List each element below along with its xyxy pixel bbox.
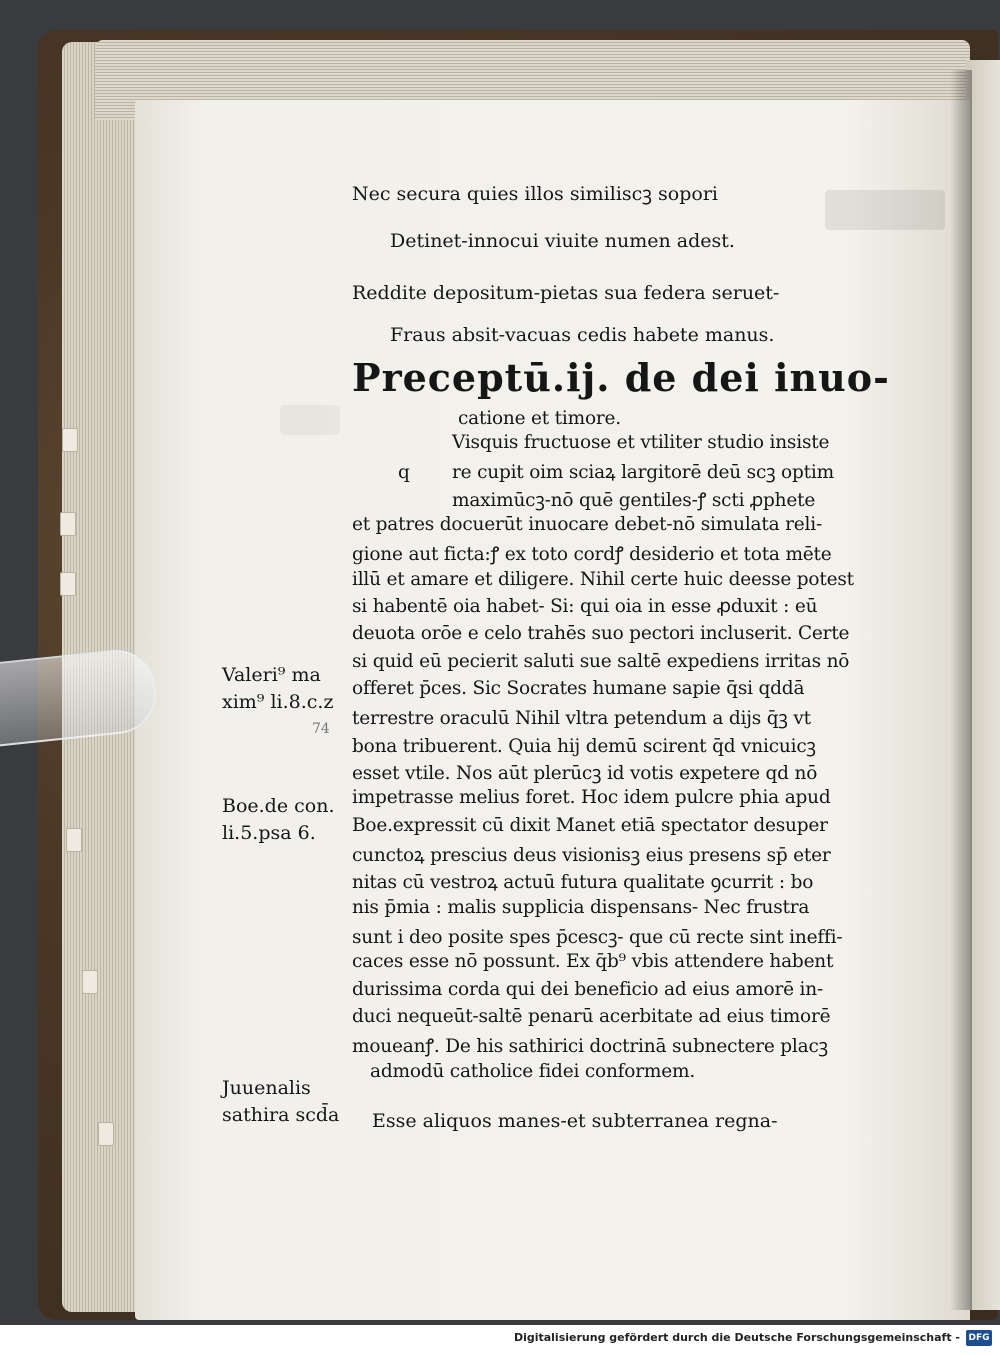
body-line: nis p̄mia : malis supplicia dispensans- Nec frustra <box>352 897 810 918</box>
body-line: si quid eū pecierit saluti sue saltē expediens irritas nō <box>352 651 850 672</box>
body-line: impetrasse melius foret. Hoc idem pulcre phia apud <box>352 787 831 808</box>
margin-note-valerius-sub: 74 <box>312 721 330 737</box>
index-tab[interactable] <box>98 1122 114 1146</box>
footer-bar <box>0 1325 1000 1355</box>
gutter-shadow <box>950 70 972 1310</box>
body-line: caces esse nō possunt. Ex q̄b⁹ vbis attendere habent <box>352 951 834 972</box>
body-line: gione aut ficta:ꝭ ex toto cordꝭ desiderio et tota mēte <box>352 544 832 565</box>
body-line: esset vtile. Nos aūt plerūcꝫ id votis expetere qd nō <box>352 763 818 784</box>
body-line: et patres docuerūt inuocare debet-nō simulata reli- <box>352 514 822 535</box>
verse-line: Esse aliquos manes-et subterranea regna- <box>372 1110 778 1132</box>
body-line: cunctoꝝ prescius deus visionisꝫ eius presens sp̄ eter <box>352 845 831 866</box>
funding-note: Digitalisierung gefördert durch die Deutsche Forschungsgemeinschaft - <box>513 1331 960 1344</box>
section-heading-continuation: catione et timore. <box>458 408 621 429</box>
body-line: admodū catholice fidei conformem. <box>370 1061 695 1082</box>
index-tab[interactable] <box>82 970 98 994</box>
dfg-logo: DFG <box>966 1330 992 1346</box>
body-line: Visquis fructuose et vtiliter studio insiste <box>452 432 830 453</box>
margin-note-juvenal: Juuenalis sathira scd̄a <box>222 1077 340 1126</box>
body-line: moueanꝭ. De his sathirici doctrinā subnectere placꝫ <box>352 1036 828 1057</box>
verse-line: Nec secura quies illos similiscꝫ sopori <box>352 183 719 205</box>
bleed-through <box>280 405 340 435</box>
margin-note-boethius: Boe.de con. li.5.psa 6. <box>222 795 335 844</box>
section-heading: Preceptū.ij. de dei inuo- <box>352 355 890 400</box>
body-line: bona tribuerent. Quia hij demū scirent q̄d vnicuicꝫ <box>352 736 816 757</box>
bleed-through <box>825 190 945 230</box>
body-line: terrestre oraculū Nihil vltra petendum a dijs q̄ꝫ vt <box>352 708 811 729</box>
body-line: duci nequeūt-saltē penarū acerbitate ad eius timorē <box>352 1006 831 1027</box>
body-line: maximūcꝫ-nō quē gentiles-ꝭ scti ꝓphete <box>452 490 816 511</box>
verse-line: Fraus absit-vacuas cedis habete manus. <box>390 324 775 346</box>
body-line: deuota orōe e celo trahēs suo pectori incluserit. Certe <box>352 623 850 644</box>
body-line: Boe.expressit cū dixit Manet etiā spectator desuper <box>352 815 828 836</box>
index-tab[interactable] <box>62 428 78 452</box>
body-line: sunt i deo posite spes p̄cescꝫ- que cū recte sint ineffi- <box>352 927 843 948</box>
body-line: re cupit oim sciaꝝ largitorē deū scꝫ optim <box>452 462 834 483</box>
body-line: durissima corda qui dei beneficio ad eius amorē in- <box>352 979 823 1000</box>
body-line: nitas cū vestroꝝ actuū futura qualitate ꝯcurrit : bo <box>352 872 814 893</box>
verse-line: Reddite depositum-pietas sua federa seruet- <box>352 282 780 304</box>
body-line: illū et amare et diligere. Nihil certe huic deesse potest <box>352 569 854 590</box>
initial-guide-letter: q <box>398 462 410 483</box>
index-tab[interactable] <box>60 572 76 596</box>
margin-note-valerius: Valeri⁹ ma xim⁹ li.8.c.z <box>222 664 334 713</box>
index-tab[interactable] <box>60 512 76 536</box>
verse-line: Detinet-innocui viuite numen adest. <box>390 230 735 252</box>
body-line: si habentē oia habet- Si: qui oia in esse ꝓduxit : eū <box>352 596 818 617</box>
body-line: offeret p̄ces. Sic Socrates humane sapie q̄si qddā <box>352 678 805 699</box>
index-tab[interactable] <box>66 828 82 852</box>
